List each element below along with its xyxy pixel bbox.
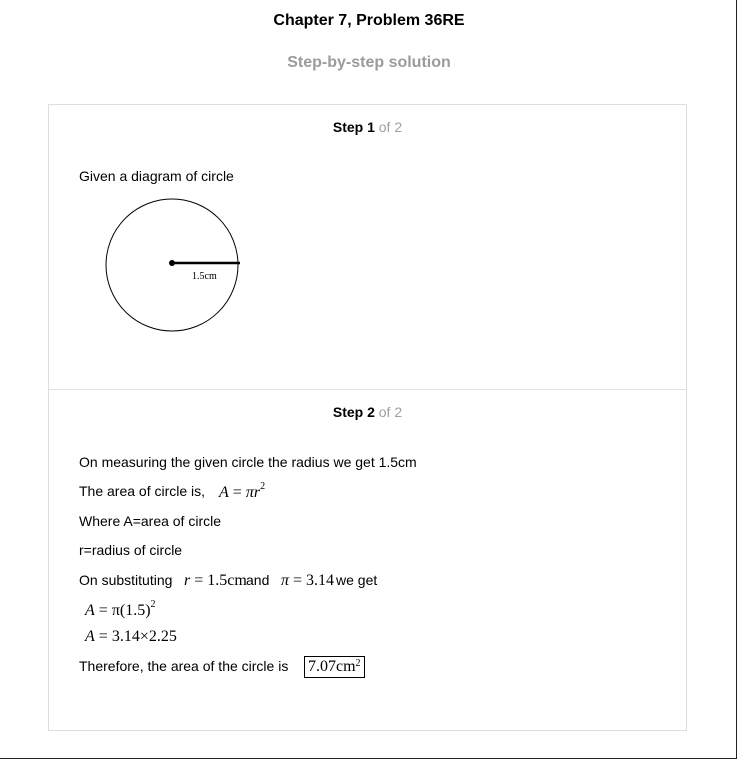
answer-value: 7.07cm bbox=[308, 658, 356, 675]
equation-2-eq: = bbox=[98, 628, 108, 645]
solution-heading: Step-by-step solution bbox=[287, 54, 451, 71]
center-point bbox=[169, 260, 175, 266]
equation-1-rhs: π(1.5) bbox=[111, 602, 151, 619]
equation-2 bbox=[85, 628, 177, 646]
sub-r-eq: = bbox=[194, 572, 204, 589]
sub-r bbox=[184, 572, 247, 590]
equation-1-eq: = bbox=[98, 602, 108, 619]
step-2-line-where: Where A=area of circle bbox=[79, 513, 222, 529]
equation-1-exp: 2 bbox=[150, 599, 156, 610]
equation-1-lhs: A bbox=[85, 602, 95, 619]
circle-diagram bbox=[103, 197, 243, 333]
step-1-label bbox=[49, 119, 686, 135]
equation-2-rhs: 3.14×2.25 bbox=[111, 628, 177, 645]
equation-2-lhs: A bbox=[85, 628, 95, 645]
formula-area-r: r bbox=[253, 484, 261, 501]
answer-box bbox=[304, 656, 365, 678]
step-2-word: Step 2 bbox=[332, 404, 375, 420]
sub-pi-var: π bbox=[281, 572, 290, 589]
solution-card bbox=[48, 104, 687, 731]
step-2-line-and: and bbox=[246, 572, 270, 588]
answer-exp: 2 bbox=[355, 658, 361, 669]
step-divider bbox=[49, 389, 686, 390]
formula-area-eq: = bbox=[232, 484, 242, 501]
radius-label: 1.5cm bbox=[192, 271, 217, 282]
chapter-title: Chapter 7, Problem 36RE bbox=[273, 12, 465, 29]
formula-area bbox=[219, 481, 266, 502]
sub-r-var: r bbox=[184, 572, 191, 589]
formula-area-lhs: A bbox=[219, 484, 229, 501]
step-2-line-area: The area of circle is, bbox=[79, 483, 206, 499]
sub-r-val: 1.5cm bbox=[207, 572, 247, 589]
step-2-line-substituting: On substituting bbox=[79, 572, 173, 588]
step-2-line-therefore: Therefore, the area of the circle is bbox=[79, 658, 289, 674]
sub-pi bbox=[281, 572, 334, 590]
step-2-label bbox=[49, 404, 686, 420]
sub-pi-eq: = bbox=[293, 572, 303, 589]
step-2-line-r: r=radius of circle bbox=[79, 542, 183, 558]
step-1-total: of 2 bbox=[378, 119, 403, 135]
equation-1 bbox=[85, 599, 156, 620]
step-2-line-we-get: we get bbox=[336, 572, 378, 588]
step-1-text: Given a diagram of circle bbox=[79, 168, 234, 184]
step-2-total: of 2 bbox=[378, 404, 403, 420]
formula-area-exp: 2 bbox=[260, 481, 266, 492]
formula-area-pi: π bbox=[245, 484, 254, 501]
sub-pi-val: 3.14 bbox=[306, 572, 335, 589]
step-2-line-radius: On measuring the given circle the radius we get 1.5cm bbox=[79, 454, 417, 470]
step-1-word: Step 1 bbox=[332, 119, 375, 135]
